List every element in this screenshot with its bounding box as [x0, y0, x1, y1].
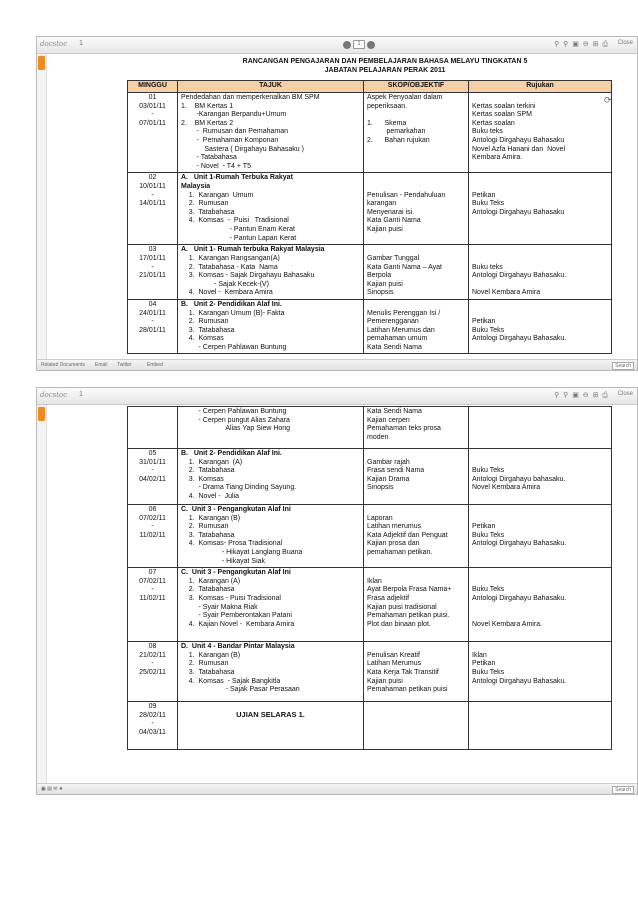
minggu-line: 02 — [148, 174, 157, 182]
table-row — [128, 702, 612, 750]
skop-line: karangan — [367, 200, 397, 208]
minggu-line: - — [151, 467, 154, 475]
table-row — [128, 642, 612, 702]
rujukan-line — [472, 612, 608, 621]
tajuk-line: 4. Komsas - Sajak Bangkitla — [181, 677, 281, 685]
tajuk-line: - Sajak Pasar Perasaan — [181, 686, 300, 694]
embed-link[interactable]: Embed — [147, 362, 163, 368]
skop-line: Pemahaman petikan puisi. — [367, 612, 450, 620]
reference-cell — [469, 245, 612, 300]
skop-line: pemahaman umum — [367, 335, 428, 343]
skop-line: Kajian puisi — [367, 280, 403, 288]
topic-cell — [178, 407, 364, 449]
header-tajuk: TAJUK — [178, 81, 364, 93]
skop-line: Menulis Perenggan Isi / — [367, 309, 441, 317]
minggu-line: 28/01/11 — [139, 326, 166, 334]
skop-line: Kajian puisi — [367, 225, 403, 233]
skop-line — [367, 450, 465, 459]
header-rujukan: Rujukan — [469, 81, 612, 93]
tajuk-line: Pendedahan dan memperkenalkan BM SPM — [181, 94, 320, 101]
skop-line: 1. Skema — [367, 119, 407, 127]
scope-cell — [364, 505, 469, 568]
tajuk-line: B. Unit 2- Pendidikan Alaf Ini. — [181, 300, 282, 308]
search-box[interactable]: Search — [612, 362, 634, 370]
skop-line: Kata Kerja Tak Transitif — [367, 668, 439, 676]
skop-line: 2. Bahan rujukan — [367, 136, 430, 144]
table-row — [128, 505, 612, 568]
rujukan-line: Kertas soalan terkini — [472, 102, 536, 110]
viewer-toolbar — [37, 388, 637, 405]
viewer-bottom-bar — [37, 783, 637, 794]
tajuk-line: 3. Tatabahasa — [181, 531, 235, 539]
scope-cell — [364, 642, 469, 702]
minggu-line: 14/01/11 — [139, 200, 166, 208]
rujukan-line: Petikan — [472, 191, 496, 199]
skop-line: Kajian puisi — [367, 677, 403, 685]
tajuk-line: 3. Tatabahasa — [181, 208, 235, 216]
topic-cell — [178, 299, 364, 354]
related-documents-link[interactable]: Related Documents — [41, 362, 85, 368]
topic-cell — [178, 449, 364, 505]
tajuk-line: 2. Rumusan — [181, 660, 229, 668]
skop-line: Pemerengganan — [367, 318, 419, 326]
skop-line: Latihan merumus — [367, 523, 422, 531]
tajuk-line: 1. Karangan (B) — [181, 651, 241, 659]
rujukan-line: Buku Teks — [472, 326, 505, 334]
minggu-line: 21/01/11 — [139, 272, 166, 280]
document-viewer-page-1 — [36, 36, 638, 371]
topic-cell — [178, 568, 364, 642]
tajuk-line: 2. BM Kertas 2 — [181, 119, 234, 127]
skop-line — [367, 111, 465, 120]
skop-line: Plot dan binaan plot. — [367, 620, 431, 628]
table-row — [128, 407, 612, 449]
sidebar-tab[interactable] — [38, 407, 45, 421]
skop-line: Kajian puisi tradisional — [367, 603, 437, 611]
skop-line — [367, 506, 465, 515]
week-cell — [128, 93, 178, 173]
topic-cell — [178, 93, 364, 173]
rujukan-line — [472, 459, 608, 468]
tajuk-line: - Tatabahasa — [181, 154, 237, 162]
tajuk-line: 3. Tatabahasa — [181, 668, 235, 676]
tajuk-line: 4. Novel - Kembara Amira — [181, 289, 273, 297]
minggu-line: 11/02/11 — [139, 594, 166, 602]
document-page — [127, 406, 635, 750]
tajuk-line: -Karangan Berpandu+Umum — [181, 111, 287, 119]
reference-cell — [469, 505, 612, 568]
week-cell — [128, 407, 178, 449]
reference-cell — [469, 407, 612, 449]
viewer-sidebar — [37, 54, 47, 370]
rujukan-line: Buku Teks — [472, 586, 505, 594]
minggu-line: 04 — [148, 300, 157, 308]
tajuk-line: 3. Komsas - Puisi Tradisional — [181, 594, 281, 602]
skop-line: Latihan Merumus — [367, 660, 422, 668]
rujukan-line — [472, 569, 608, 578]
week-cell — [128, 173, 178, 245]
rujukan-line: Kembara Amira. — [472, 154, 523, 162]
skop-line: Kata Ganti Nama — [367, 217, 421, 225]
next-page-icon[interactable] — [367, 41, 375, 49]
scope-cell — [364, 299, 469, 354]
skop-line: Laporan — [367, 514, 393, 522]
skop-line: Iklan — [367, 577, 382, 585]
minggu-line: - — [151, 111, 154, 119]
skop-line — [367, 174, 465, 183]
rujukan-line — [472, 246, 608, 255]
tajuk-line: Alias Yap Siew Hong — [181, 425, 291, 433]
minggu-line: 03 — [148, 246, 157, 254]
tajuk-line: D. Unit 4 - Bandar Pintar Malaysia — [181, 643, 295, 651]
rujukan-line: Antologi Dirgahayu bahasaku. — [472, 475, 566, 483]
tajuk-line: 1. Karangan Rangsangan(A) — [181, 254, 280, 262]
skop-line: Kajian cerpen — [367, 416, 410, 424]
rujukan-line — [472, 578, 608, 587]
table-row — [128, 449, 612, 505]
tajuk-line: - Pantun Lapan Kerat — [181, 234, 297, 242]
skop-line: Kata Sendi Nama — [367, 343, 422, 351]
bottom-bar-icons[interactable]: ▣ ▤ ✉ ★ — [41, 786, 64, 792]
scope-cell — [364, 449, 469, 505]
tajuk-line: - Syair Pemberontakan Patani — [181, 612, 292, 620]
viewer-bottom-bar — [37, 359, 637, 370]
skop-line: Frasa sendi Nama — [367, 467, 425, 475]
tajuk-line: 2. Rumusan — [181, 200, 229, 208]
rujukan-line — [472, 604, 608, 613]
skop-line — [367, 569, 465, 578]
minggu-line: 03/01/11 — [139, 102, 166, 110]
minggu-line: 31/01/11 — [139, 458, 166, 466]
viewer-tool-icons[interactable]: ⚲ ⚲ ▣ ⊖ ⊞ ⎙ — [554, 392, 609, 399]
scope-cell — [364, 407, 469, 449]
reference-cell — [469, 299, 612, 354]
rujukan-line: Antologi Dirgahayu Bahasaku — [472, 136, 565, 144]
minggu-line: 11/02/11 — [139, 531, 166, 539]
skop-line — [367, 183, 465, 192]
rujukan-line — [472, 174, 608, 183]
week-cell — [128, 505, 178, 568]
reference-cell — [469, 568, 612, 642]
skop-line: Gambar Tunggal — [367, 254, 420, 262]
rujukan-line: Petikan — [472, 318, 496, 326]
viewer-tool-icons[interactable]: ⚲ ⚲ ▣ ⊖ ⊞ ⎙ — [554, 41, 609, 48]
minggu-line: 28/02/11 — [139, 711, 166, 719]
minggu-line: - — [151, 263, 154, 271]
rujukan-line: Petikan — [472, 523, 496, 531]
tajuk-line: - Drama Tiang Dinding Sayung. — [181, 484, 297, 492]
document-viewer-page-2 — [36, 387, 638, 795]
table-body — [128, 93, 612, 354]
skop-line: pemarkahan — [367, 128, 426, 136]
table-body — [128, 407, 612, 750]
rujukan-line — [472, 94, 608, 103]
scope-cell — [364, 568, 469, 642]
minggu-line: 17/01/11 — [139, 254, 166, 262]
rujukan-line: Buku Teks — [472, 668, 505, 676]
rujukan-line: Antologi Dirgahayu Bahasaku. — [472, 272, 567, 280]
skop-line: Kata Adjektif dan Penguat — [367, 531, 448, 539]
minggu-line: 07/02/11 — [139, 514, 166, 522]
search-box[interactable]: Search — [612, 786, 634, 794]
week-cell — [128, 568, 178, 642]
week-cell — [128, 642, 178, 702]
rujukan-line: Antologi Dirgahayu Bahasaku. — [472, 540, 567, 548]
minggu-line: - — [151, 523, 154, 531]
week-cell — [128, 449, 178, 505]
tajuk-line: - Syair Makna Riak — [181, 603, 258, 611]
rujukan-line: Petikan — [472, 660, 496, 668]
minggu-line: 08 — [148, 643, 157, 651]
tajuk-line: - Cerpen Pahlawan Buntung — [181, 408, 287, 415]
skop-line: Penulisan Kreatif — [367, 651, 420, 659]
tajuk-line: 3. Tatabahasa — [181, 326, 235, 334]
topic-cell — [178, 702, 364, 750]
tajuk-line: 2. Rumusan — [181, 318, 229, 326]
tajuk-line: 4. Novel - Julia — [181, 492, 239, 500]
title-line-1: RANCANGAN PENGAJARAN DAN PEMBELAJARAN BAHASA MELAYU TINGKATAN 5 — [242, 58, 528, 65]
rujukan-line: Buku Teks — [472, 531, 505, 539]
scope-cell — [364, 702, 469, 750]
tajuk-line: 1. BM Kertas 1 — [181, 102, 234, 110]
page-number-box[interactable]: 1 — [353, 40, 365, 49]
rujukan-line: Buku teks — [472, 128, 503, 136]
tajuk-line: 2. Tatabahasa — [181, 467, 235, 475]
minggu-line: - — [151, 720, 154, 728]
sidebar-tab[interactable] — [38, 56, 45, 70]
tajuk-line: 4. Komsas - Puisi Tradisional — [181, 217, 289, 225]
minggu-line: 06 — [148, 506, 157, 513]
tajuk-line: A. Unit 1- Rumah terbuka Rakyat Malaysia — [181, 246, 325, 254]
skop-line: Kajian Drama — [367, 475, 410, 483]
scope-cell — [364, 245, 469, 300]
viewer-sidebar — [37, 405, 47, 794]
skop-line: Ayat Berpola Frasa Nama+ — [367, 586, 452, 594]
skop-line — [367, 643, 465, 652]
twitter-link[interactable]: Twitter — [117, 362, 132, 368]
rujukan-line — [472, 310, 608, 319]
viewer-toolbar — [37, 37, 637, 54]
tajuk-line: 2. Tatabahasa — [181, 586, 235, 594]
rujukan-line: Antologi Dirgahayu Bahasaku. — [472, 335, 567, 343]
lesson-plan-table-continued — [127, 406, 612, 750]
document-page — [127, 57, 635, 354]
tajuk-line: - Rumusan dan Pemahaman — [181, 128, 288, 136]
close-button[interactable]: Close — [617, 40, 633, 46]
tajuk-line: - Pantun Enam Kerat — [181, 225, 295, 233]
tajuk-line: 1. Karangan (B) — [181, 514, 241, 522]
minggu-line: 21/02/11 — [139, 651, 166, 659]
tajuk-line: 1. Karangan (A) — [181, 577, 241, 585]
minggu-line: 05 — [148, 450, 157, 457]
skop-line — [367, 246, 465, 255]
rujukan-line — [472, 281, 608, 290]
minggu-line: - — [151, 318, 154, 326]
rujukan-line — [472, 515, 608, 524]
skop-line: Kata Ganti Nama – Ayat — [367, 263, 442, 271]
rujukan-line — [472, 183, 608, 192]
header-skop: SKOP/OBJEKTIF — [364, 81, 469, 93]
skop-line: Kajian prosa dan — [367, 540, 420, 548]
rujukan-line — [472, 301, 608, 310]
rujukan-line: Buku Teks — [472, 467, 505, 475]
rujukan-line — [472, 255, 608, 264]
week-cell — [128, 245, 178, 300]
minggu-line: 04/03/11 — [139, 728, 166, 736]
skop-line: Latihan Merumus dan — [367, 326, 435, 334]
topic-cell — [178, 245, 364, 300]
minggu-line: - — [151, 191, 154, 199]
minggu-line: 07/02/11 — [139, 577, 166, 585]
topic-cell — [178, 505, 364, 568]
topic-cell — [178, 173, 364, 245]
minggu-line: - — [151, 660, 154, 668]
skop-line: Berpola — [367, 272, 392, 280]
rujukan-line: Buku Teks — [472, 200, 505, 208]
tajuk-line: 4. Komsas- Prosa Tradisional — [181, 540, 283, 548]
rujukan-line — [472, 643, 608, 652]
tajuk-line: - Hikayat Siak — [181, 557, 266, 565]
header-minggu: MINGGU — [128, 81, 178, 93]
tajuk-line: 1. Karangan (A) — [181, 458, 243, 466]
minggu-line: 24/01/11 — [139, 309, 166, 317]
rujukan-line: Novel Azfa Hanani dan Novel — [472, 145, 565, 153]
table-row — [128, 173, 612, 245]
week-cell — [128, 702, 178, 750]
tajuk-line: 2. Rumusan — [181, 523, 229, 531]
tajuk-line: C. Unit 3 - Pengangkutan Alaf Ini — [181, 506, 291, 513]
tajuk-line: - Sajak Kecek-(V) — [181, 280, 269, 288]
page-indicator: 1 — [79, 391, 83, 398]
skop-line: Kata Sendi Nama — [367, 408, 422, 415]
lesson-plan-table — [127, 80, 612, 354]
minggu-line: 07 — [148, 569, 157, 577]
skop-line: Pemahaman petikan puisi — [367, 686, 448, 694]
tajuk-line: A. Unit 1-Rumah Terbuka Rakyat — [181, 174, 293, 182]
tajuk-line: C. Unit 3 - Pengangkutan Alaf Ini — [181, 569, 291, 577]
skop-line — [367, 301, 465, 310]
docstoc-logo[interactable]: docstoc — [40, 391, 68, 399]
topic-cell — [178, 642, 364, 702]
table-row — [128, 299, 612, 354]
rujukan-line: Buku teks — [472, 263, 503, 271]
skop-line: Penulisan - Pendahuluan — [367, 191, 446, 199]
skop-line: Sinopsis — [367, 484, 394, 492]
rujukan-line: Novel Kembara Amira — [472, 289, 541, 297]
skop-line: Menyenarai isi. — [367, 208, 415, 216]
tajuk-line: Malaysia — [181, 182, 211, 190]
minggu-line: 04/02/11 — [139, 475, 166, 483]
tajuk-line: 3. Komsas — [181, 475, 224, 483]
title-line-2: JABATAN PELAJARAN PERAK 2011 — [324, 67, 446, 74]
rujukan-line: Antologi Dirgahayu Bahasaku. — [472, 594, 567, 602]
skop-line: peperiksaan. — [367, 102, 408, 110]
tajuk-line: - Pemahaman Komponan — [181, 136, 279, 144]
skop-line: Aspek Penyoalan dalam — [367, 94, 443, 101]
minggu-line: 01 — [148, 94, 157, 101]
tajuk-line: 3. Komsas - Sajak Dirgahayu Bahasaku — [181, 272, 315, 280]
skop-line: Sinopsis — [367, 289, 394, 297]
tajuk-line: - Hikayat Langlang Buana — [181, 548, 303, 556]
minggu-line: 07/01/11 — [139, 119, 166, 127]
week-cell — [128, 299, 178, 354]
skop-line: moden — [367, 433, 389, 441]
tajuk-line: 4. Komsas — [181, 335, 224, 343]
prev-page-icon[interactable] — [343, 41, 351, 49]
table-row — [128, 245, 612, 300]
rujukan-line: Iklan — [472, 651, 487, 659]
scope-cell — [364, 93, 469, 173]
rujukan-line: Novel Kembara Amira. — [472, 620, 543, 628]
minggu-line: 25/02/11 — [139, 668, 166, 676]
rujukan-line: Antologi Dirgahayu Bahasaku. — [472, 677, 567, 685]
reference-cell — [469, 642, 612, 702]
table-row — [128, 93, 612, 173]
reference-cell — [469, 93, 612, 173]
reference-cell — [469, 173, 612, 245]
rujukan-line: Novel Kembara Amira — [472, 484, 541, 492]
rujukan-line — [472, 450, 608, 459]
tajuk-line: 4. Kajian Novel - Kembara Amira — [181, 620, 295, 628]
reference-cell — [469, 702, 612, 750]
skop-line: Frasa adjektif — [367, 594, 410, 602]
rotate-icon[interactable]: ⟳ — [604, 95, 612, 105]
tajuk-line: - Novel - T4 + T5 — [181, 162, 251, 170]
page-navigation — [343, 40, 377, 49]
tajuk-line: 1. Karangan Umum — [181, 191, 254, 199]
skop-line: Gambar rajah — [367, 458, 410, 466]
close-button[interactable]: Close — [617, 391, 633, 397]
tajuk-line: Sastera ( Dirgahayu Bahasaku ) — [181, 145, 304, 153]
skop-line: Pemahaman teks prosa — [367, 425, 441, 433]
rujukan-line — [472, 506, 608, 515]
rujukan-line: Kertas soalan — [472, 119, 515, 127]
tajuk-line: - Cerpen pungut Alias Zahara — [181, 416, 290, 424]
scope-cell — [364, 173, 469, 245]
tajuk-line: 1. Karangan Umum (B)- Fakta — [181, 309, 285, 317]
reference-cell — [469, 449, 612, 505]
email-link[interactable]: Email — [95, 362, 108, 368]
tajuk-line: 2. Tatabahasa - Kata Nama — [181, 263, 278, 271]
tajuk-line: B. Unit 2- Pendidikan Alaf Ini. — [181, 450, 282, 457]
skop-line: pemahaman petikan. — [367, 548, 433, 556]
rujukan-line: Antologi Dirgahayu Bahasaku — [472, 208, 565, 216]
document-title — [135, 57, 635, 75]
table-row — [128, 568, 612, 642]
minggu-line: - — [151, 586, 154, 594]
exam-label: UJIAN SELARAS 1. — [236, 710, 305, 720]
minggu-line: 09 — [148, 703, 157, 711]
rujukan-line: Kertas soalan SPM — [472, 111, 532, 119]
tajuk-line: - Cerpen Pahlawan Buntung — [181, 343, 287, 351]
page-indicator: 1 — [79, 40, 83, 47]
minggu-line: 10/01/11 — [139, 182, 166, 190]
docstoc-logo[interactable]: docstoc — [40, 40, 68, 48]
